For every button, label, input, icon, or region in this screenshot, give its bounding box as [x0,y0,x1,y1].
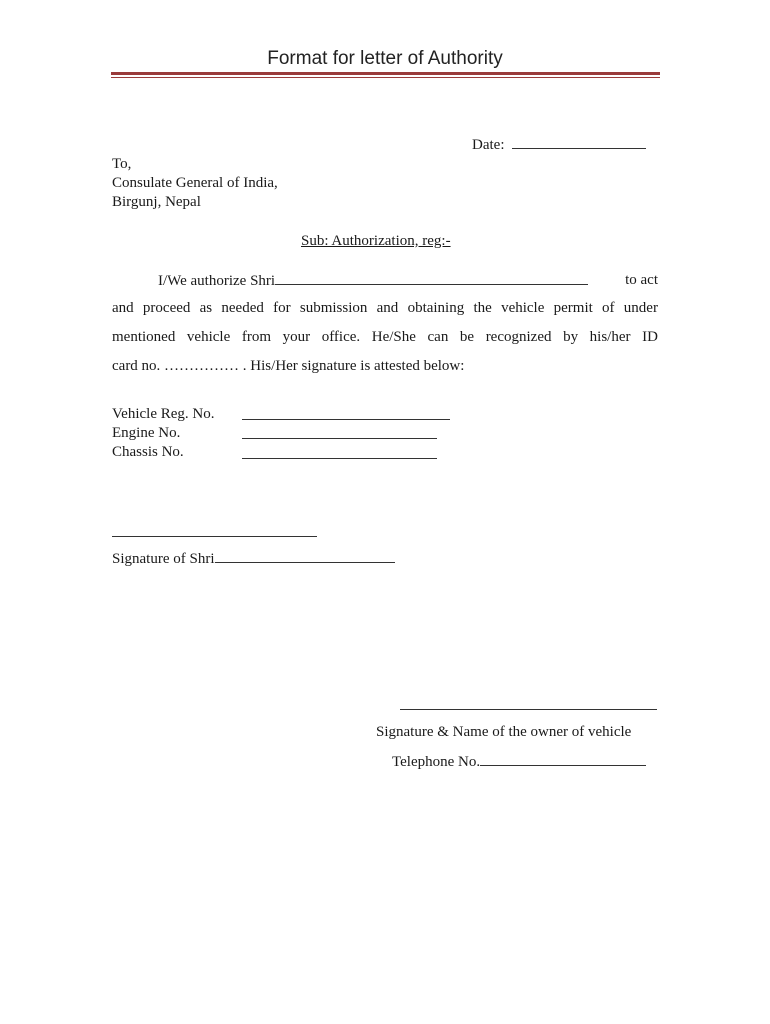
body-word: vehicle [186,329,231,345]
address-line-1: Consulate General of India, [112,175,278,191]
telephone-blank[interactable] [480,752,646,766]
authorized-signature-blank[interactable] [112,536,317,537]
body-line-1 [158,271,658,291]
body-word: your [282,329,311,345]
chassis-label: Chassis No. [112,444,184,460]
body-word: recognized [485,329,552,345]
body-word: He/She [371,329,416,345]
owner-signature-label: Signature & Name of the owner of vehicle [376,724,632,740]
title-rule-thin [111,77,660,78]
body-word: as [199,300,213,316]
body-word: proceed [142,300,191,316]
chassis-blank[interactable] [242,458,437,459]
body-word: office. [321,329,361,345]
body-word: be [459,329,475,345]
body-word: submission [299,300,368,316]
body-line-3 [112,328,658,347]
body-word: of [602,300,615,316]
body-word: ID [642,329,658,345]
body-word: by [563,329,579,345]
date-label: Date: [472,137,505,153]
body-line-2 [112,299,658,318]
title-rule-thick [111,72,660,75]
signature-of-shri-label: Signature of Shri [112,551,215,567]
telephone-label: Telephone No. [392,754,481,770]
body-word: permit [553,300,593,316]
body-line-4: card no. …………… . His/Her signature is attested below: [112,358,465,374]
body-word: can [427,329,449,345]
body-word: obtaining [407,300,465,316]
body-word: and [112,300,134,316]
owner-signature-blank[interactable] [400,709,657,710]
subject-line: Sub: Authorization, reg:- [301,233,451,249]
body-word: his/her [589,329,631,345]
body-word: needed [221,300,264,316]
body-word: under [623,300,658,316]
body-word: mentioned [112,329,176,345]
address-to: To, [112,156,132,172]
to-act-text: to act [625,272,658,288]
authorized-person-blank[interactable] [275,271,588,285]
engine-blank[interactable] [242,438,437,439]
vehicle-reg-blank[interactable] [242,419,450,420]
telephone-line [392,752,646,772]
shri-name-blank[interactable] [215,549,395,563]
engine-label: Engine No. [112,425,181,441]
authorize-text: I/We authorize Shri [158,273,276,289]
body-word: the [473,300,492,316]
body-word: for [273,300,291,316]
date-blank[interactable] [512,135,646,149]
page-title: Format for letter of Authority [267,48,503,69]
date-line [472,135,646,155]
vehicle-reg-label: Vehicle Reg. No. [112,406,215,422]
body-word: and [376,300,399,316]
body-word: from [241,329,271,345]
body-word: vehicle [501,300,545,316]
address-line-2: Birgunj, Nepal [112,194,201,210]
signature-of-shri [112,549,395,569]
